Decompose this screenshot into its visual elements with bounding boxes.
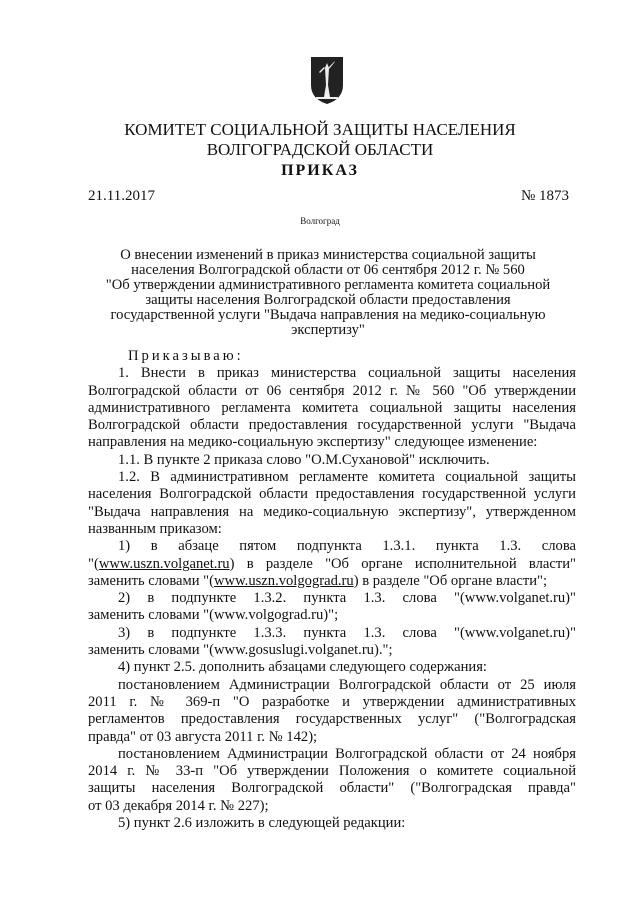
link-uszn-volganet[interactable]: www.uszn.volganet.ru xyxy=(98,555,230,572)
item-1-line: "(www.uszn.volganet.ru) в разделе "Об органе исполнительной власти" xyxy=(88,555,576,572)
subject-line: экспертизу" xyxy=(291,322,365,338)
doc-type-title: ПРИКАЗ xyxy=(281,162,359,179)
subject-line: защиты населения Волгоградской области предоставления xyxy=(145,292,511,308)
paragraph-1-1: 1.1. В пункте 2 приказа слово "О.М.Сухановой" исключить. xyxy=(118,451,490,468)
item-1-line: заменить словами "(www.uszn.volgograd.ru) в разделе "Об органе власти"; xyxy=(88,572,548,589)
item-3-line: 3) в подпункте 1.3.3. пункта 1.3. слова "(www.volganet.ru)" xyxy=(118,624,576,641)
item-2-line: 2) в подпункте 1.3.2. пункта 1.3. слова "(www.volganet.ru)" xyxy=(118,590,576,607)
org-name-line1: КОМИТЕТ СОЦИАЛЬНОЙ ЗАЩИТЫ НАСЕЛЕНИЯ xyxy=(124,120,516,139)
quote-1-line: регламентов предоставления государственных услуг" ("Волгоградская xyxy=(88,711,576,728)
order-body xyxy=(88,348,576,832)
paragraph-1-line: Волгоградской области от 06 сентября 2012 г. № 560 "Об утверждении xyxy=(88,382,576,399)
order-word: Приказываю: xyxy=(128,348,244,364)
paragraph-1-line: 1. Внести в приказ министерства социальной защиты населения xyxy=(118,365,576,382)
item-1-line: 1) в абзаце пятом подпункта 1.3.1. пункта 1.3. слова xyxy=(118,538,576,555)
quote-1-line: 2011 г. № 369-п "О разработке и утверждении административных xyxy=(88,693,576,710)
quote-1-line: постановлением Администрации Волгоградской области от 25 июля xyxy=(118,676,576,693)
order-city: Волгоград xyxy=(300,216,340,226)
item-3-line: заменить словами "(www.gosuslugi.volganet.ru)."; xyxy=(88,642,393,659)
quote-1-line: правда" от 03 августа 2011 г. № 142); xyxy=(88,728,318,745)
quote-2-line: постановлением Администрации Волгоградской области от 24 ноября xyxy=(118,745,576,762)
order-number: № 1873 xyxy=(521,188,570,204)
item-4: 4) пункт 2.5. дополнить абзацами следующего содержания: xyxy=(118,659,487,676)
subject-line: населения Волгоградской области от 06 сентября 2012 г. № 560 xyxy=(131,262,525,278)
quote-2-line: 2014 г. № 33-п "Об утверждении Положения о комитете социальной xyxy=(88,763,576,780)
link-uszn-volgograd[interactable]: www.uszn.volgograd.ru xyxy=(214,572,354,589)
subject-line: "Об утверждении административного регламента комитета социальной xyxy=(105,277,551,293)
paragraph-1-2-line: "Выдача направления на медико-социальную экспертизу", утвержденном xyxy=(88,503,576,520)
volgograd-coat-of-arms-icon xyxy=(307,55,347,105)
paragraph-1-2-line: 1.2. В административном регламенте комитета социальной защиты xyxy=(118,469,576,486)
order-date: 21.11.2017 xyxy=(88,188,155,204)
quote-2-line: от 03 декабря 2014 г. № 227); xyxy=(88,797,269,814)
order-subject xyxy=(84,248,572,338)
subject-line: государственной услуги "Выдача направления на медико-социальную xyxy=(110,307,546,323)
subject-line: О внесении изменений в приказ министерства социальной защиты xyxy=(120,247,536,263)
paragraph-1-line: Волгоградской области предоставления государственной услуги "Выдача xyxy=(88,417,576,434)
paragraph-1-2-line: названным приказом: xyxy=(88,520,222,537)
item-2-line: заменить словами "(www.volgograd.ru)"; xyxy=(88,607,339,624)
paragraph-1-line: административного регламента комитета социальной защиты населения xyxy=(88,399,576,416)
item-5: 5) пункт 2.6 изложить в следующей редакции: xyxy=(118,815,406,832)
paragraph-1-line: направления на медико-социальную экспертизу" следующее изменение: xyxy=(88,434,538,451)
paragraph-1-2-line: населения Волгоградской области предоставления государственной услуги xyxy=(88,486,576,503)
org-name-line2: ВОЛГОГРАДСКОЙ ОБЛАСТИ xyxy=(206,140,434,159)
quote-2-line: защиты населения Волгоградской области" ("Волгоградская правда" xyxy=(88,780,576,797)
